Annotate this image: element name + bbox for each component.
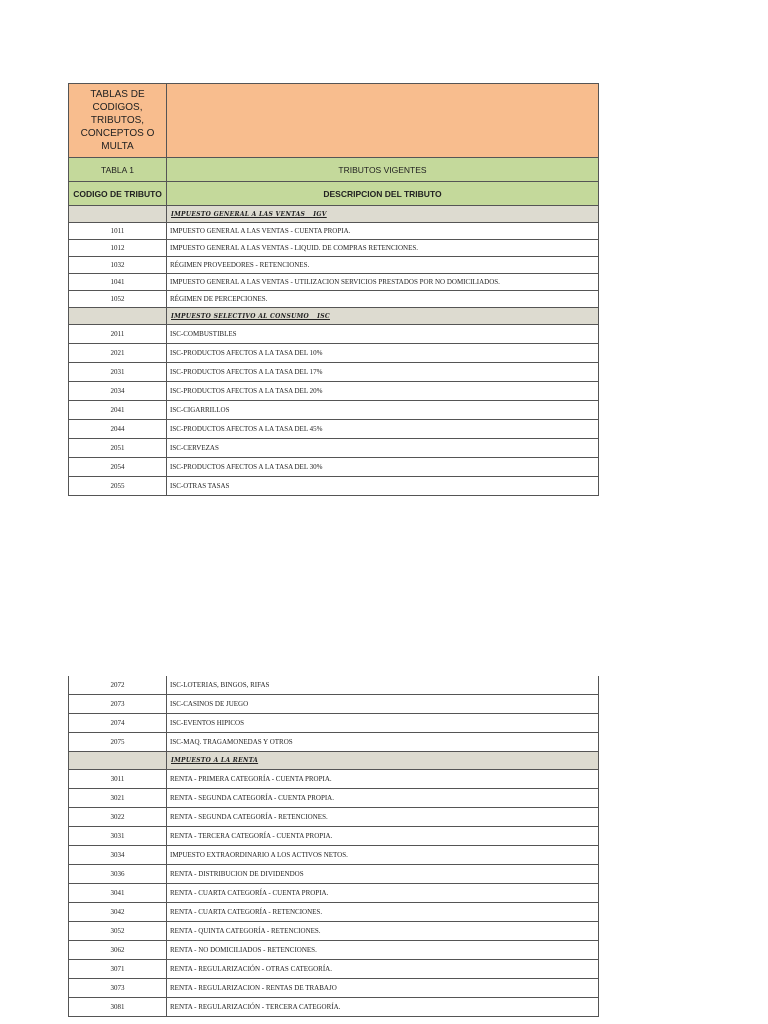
- tributo-description: RENTA - REGULARIZACION - RENTAS DE TRABAJO: [167, 979, 599, 998]
- tributo-description: ISC-OTRAS TASAS: [167, 477, 599, 496]
- tributo-description: IMPUESTO GENERAL A LAS VENTAS - LIQUID. DE COMPRAS RETENCIONES.: [167, 240, 599, 257]
- tributo-description: RENTA - PRIMERA CATEGORÍA - CUENTA PROPIA.: [167, 770, 599, 789]
- column-header-row: [69, 182, 599, 206]
- tributo-description: RÉGIMEN PROVEEDORES - RETENCIONES.: [167, 257, 599, 274]
- tributo-code: 3031: [69, 827, 167, 846]
- table-row: [69, 733, 599, 752]
- tributo-code: 2041: [69, 401, 167, 420]
- table-title-row: [69, 84, 599, 158]
- table-number-row: [69, 158, 599, 182]
- section-heading-row: [69, 752, 599, 770]
- tributo-code: 3021: [69, 789, 167, 808]
- tributo-description: ISC-COMBUSTIBLES: [167, 325, 599, 344]
- table-row: [69, 477, 599, 496]
- table-row: [69, 903, 599, 922]
- column-header-code: CODIGO DE TRIBUTO: [69, 182, 167, 206]
- tributo-description: ISC-LOTERIAS, BINGOS, RIFAS: [167, 676, 599, 695]
- tabla-label: TABLA 1: [69, 158, 167, 182]
- section-heading-spacer: [69, 308, 167, 325]
- table-row: [69, 998, 599, 1017]
- table-title: TABLAS DE CODIGOS, TRIBUTOS, CONCEPTOS O MULTA: [69, 84, 167, 158]
- tributo-description: RENTA - NO DOMICILIADOS - RETENCIONES.: [167, 941, 599, 960]
- tributo-description: RENTA - TERCERA CATEGORÍA - CUENTA PROPIA.: [167, 827, 599, 846]
- table-row: [69, 714, 599, 733]
- tributo-description: RENTA - REGULARIZACIÓN - OTRAS CATEGORÍA.: [167, 960, 599, 979]
- tributo-code: 2072: [69, 676, 167, 695]
- tributo-code: 2011: [69, 325, 167, 344]
- tributo-code: 3052: [69, 922, 167, 941]
- tributo-code: 1041: [69, 274, 167, 291]
- tributo-code: 2021: [69, 344, 167, 363]
- tributo-description: RENTA - SEGUNDA CATEGORÍA - CUENTA PROPIA.: [167, 789, 599, 808]
- table-row: [69, 325, 599, 344]
- tributo-code: 2044: [69, 420, 167, 439]
- table-row: [69, 291, 599, 308]
- tributo-description: ISC-CERVEZAS: [167, 439, 599, 458]
- table-row: [69, 257, 599, 274]
- section-heading: IMPUESTO SELECTIVO AL CONSUMO _ ISC: [167, 308, 599, 325]
- table-row: [69, 922, 599, 941]
- table-row: [69, 695, 599, 714]
- tributo-description: RENTA - CUARTA CATEGORÍA - CUENTA PROPIA.: [167, 884, 599, 903]
- table-row: [69, 240, 599, 257]
- table-row: [69, 458, 599, 477]
- table-row: [69, 274, 599, 291]
- section-heading-row: [69, 206, 599, 223]
- table-row: [69, 846, 599, 865]
- table-row: [69, 941, 599, 960]
- tributo-description: ISC-EVENTOS HIPICOS: [167, 714, 599, 733]
- section-heading-spacer: [69, 206, 167, 223]
- tributo-code: 3041: [69, 884, 167, 903]
- table-row: [69, 382, 599, 401]
- tributo-description: ISC-PRODUCTOS AFECTOS A LA TASA DEL 20%: [167, 382, 599, 401]
- tributo-description: RENTA - SEGUNDA CATEGORÍA - RETENCIONES.: [167, 808, 599, 827]
- table-row: [69, 770, 599, 789]
- table-row: [69, 960, 599, 979]
- tributo-code: 2031: [69, 363, 167, 382]
- tributo-description: RENTA - QUINTA CATEGORÍA - RETENCIONES.: [167, 922, 599, 941]
- tributo-description: RENTA - REGULARIZACIÓN - TERCERA CATEGORÍA.: [167, 998, 599, 1017]
- table-row: [69, 420, 599, 439]
- tributo-code: 1052: [69, 291, 167, 308]
- tributo-description: ISC-PRODUCTOS AFECTOS A LA TASA DEL 10%: [167, 344, 599, 363]
- table-row: [69, 865, 599, 884]
- table-row: [69, 401, 599, 420]
- section-heading-spacer: [69, 752, 167, 770]
- tributo-code: 3022: [69, 808, 167, 827]
- tributo-code: 2073: [69, 695, 167, 714]
- tributo-code: 3036: [69, 865, 167, 884]
- table-row: [69, 789, 599, 808]
- table-row: [69, 344, 599, 363]
- tributo-description: ISC-MAQ. TRAGAMONEDAS Y OTROS: [167, 733, 599, 752]
- tributos-table-continued: [68, 676, 599, 1017]
- tributo-description: RÉGIMEN DE PERCEPCIONES.: [167, 291, 599, 308]
- tributo-description: RENTA - CUARTA CATEGORÍA - RETENCIONES.: [167, 903, 599, 922]
- tributo-code: 3042: [69, 903, 167, 922]
- tributo-description: IMPUESTO GENERAL A LAS VENTAS - CUENTA PROPIA.: [167, 223, 599, 240]
- tributo-code: 2051: [69, 439, 167, 458]
- tributo-description: RENTA - DISTRIBUCION DE DIVIDENDOS: [167, 865, 599, 884]
- tributo-code: 3073: [69, 979, 167, 998]
- table-row: [69, 808, 599, 827]
- tributo-code: 2055: [69, 477, 167, 496]
- table-row: [69, 223, 599, 240]
- table-title-filler: [167, 84, 599, 158]
- tributo-code: 2034: [69, 382, 167, 401]
- tributo-code: 2074: [69, 714, 167, 733]
- section-heading-row: [69, 308, 599, 325]
- tributo-code: 3071: [69, 960, 167, 979]
- tributo-code: 3081: [69, 998, 167, 1017]
- tributo-code: 1011: [69, 223, 167, 240]
- tributos-table-top: [68, 83, 599, 496]
- tributo-description: IMPUESTO EXTRAORDINARIO A LOS ACTIVOS NETOS.: [167, 846, 599, 865]
- tributo-code: 2075: [69, 733, 167, 752]
- tributo-description: ISC-PRODUCTOS AFECTOS A LA TASA DEL 30%: [167, 458, 599, 477]
- table-row: [69, 884, 599, 903]
- section-heading: IMPUESTO A LA RENTA: [167, 752, 599, 770]
- table-row: [69, 979, 599, 998]
- column-header-description: DESCRIPCION DEL TRIBUTO: [167, 182, 599, 206]
- tributo-description: IMPUESTO GENERAL A LAS VENTAS - UTILIZACION SERVICIOS PRESTADOS POR NO DOMICILIADOS.: [167, 274, 599, 291]
- tributo-description: ISC-PRODUCTOS AFECTOS A LA TASA DEL 17%: [167, 363, 599, 382]
- tributo-description: ISC-PRODUCTOS AFECTOS A LA TASA DEL 45%: [167, 420, 599, 439]
- section-heading: IMPUESTO GENERAL A LAS VENTAS _ IGV: [167, 206, 599, 223]
- table-row: [69, 827, 599, 846]
- tributo-description: ISC-CIGARRILLOS: [167, 401, 599, 420]
- tributo-code: 2054: [69, 458, 167, 477]
- table-row: [69, 363, 599, 382]
- tributo-code: 1012: [69, 240, 167, 257]
- tributo-code: 3034: [69, 846, 167, 865]
- tributo-description: ISC-CASINOS DE JUEGO: [167, 695, 599, 714]
- tributo-code: 1032: [69, 257, 167, 274]
- table-row: [69, 439, 599, 458]
- table-row: [69, 676, 599, 695]
- tributos-vigentes-label: TRIBUTOS VIGENTES: [167, 158, 599, 182]
- tributo-code: 3011: [69, 770, 167, 789]
- tributo-code: 3062: [69, 941, 167, 960]
